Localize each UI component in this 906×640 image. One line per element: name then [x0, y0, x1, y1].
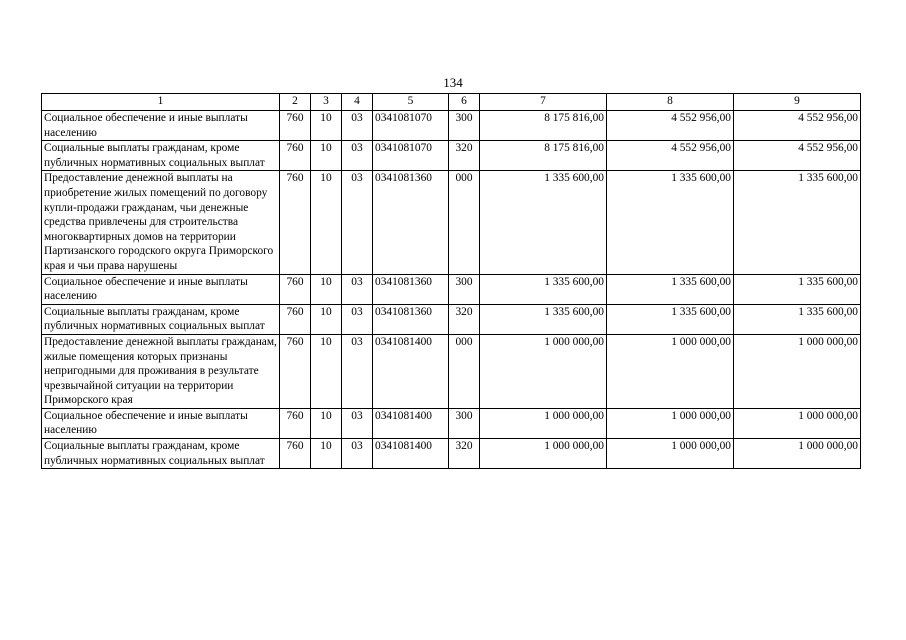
header-cell-6: 6 — [449, 94, 480, 111]
row-value-8: 4 552 956,00 — [607, 111, 734, 141]
row-code-4: 03 — [342, 274, 373, 304]
row-name: Социальные выплаты гражданам, кроме публичных нормативных социальных выплат — [42, 439, 280, 469]
row-name: Социальное обеспечение и иные выплаты населению — [42, 111, 280, 141]
header-cell-9: 9 — [734, 94, 861, 111]
row-code-2: 760 — [280, 171, 311, 274]
row-code-4: 03 — [342, 334, 373, 408]
table-row — [42, 408, 861, 438]
row-value-9: 1 335 600,00 — [734, 274, 861, 304]
row-value-7: 1 335 600,00 — [480, 171, 607, 274]
row-code-6: 320 — [449, 141, 480, 171]
row-value-7: 8 175 816,00 — [480, 141, 607, 171]
row-value-9: 4 552 956,00 — [734, 111, 861, 141]
header-cell-4: 4 — [342, 94, 373, 111]
row-value-9: 1 000 000,00 — [734, 408, 861, 438]
row-name: Социальные выплаты гражданам, кроме публичных нормативных социальных выплат — [42, 141, 280, 171]
row-code-2: 760 — [280, 334, 311, 408]
row-code-3: 10 — [311, 141, 342, 171]
row-name: Социальное обеспечение и иные выплаты населению — [42, 408, 280, 438]
row-code-4: 03 — [342, 111, 373, 141]
row-code-5: 0341081360 — [373, 274, 449, 304]
row-value-9: 1 335 600,00 — [734, 171, 861, 274]
row-code-2: 760 — [280, 439, 311, 469]
row-name: Предоставление денежной выплаты гражданам, жилые помещения которых признаны непригодными для проживания в результате чрезвычайной ситуации на территории Приморского края — [42, 334, 280, 408]
header-row — [42, 94, 861, 111]
row-value-7: 1 000 000,00 — [480, 334, 607, 408]
header-cell-8: 8 — [607, 94, 734, 111]
row-code-3: 10 — [311, 111, 342, 141]
row-code-3: 10 — [311, 334, 342, 408]
table-row — [42, 141, 861, 171]
row-value-7: 1 335 600,00 — [480, 304, 607, 334]
row-code-6: 000 — [449, 171, 480, 274]
header-cell-2: 2 — [280, 94, 311, 111]
row-value-9: 1 000 000,00 — [734, 439, 861, 469]
row-value-8: 4 552 956,00 — [607, 141, 734, 171]
header-cell-1: 1 — [42, 94, 280, 111]
row-code-6: 300 — [449, 274, 480, 304]
row-code-3: 10 — [311, 274, 342, 304]
row-code-2: 760 — [280, 304, 311, 334]
row-value-8: 1 335 600,00 — [607, 171, 734, 274]
row-code-5: 0341081070 — [373, 141, 449, 171]
row-code-5: 0341081360 — [373, 171, 449, 274]
row-value-7: 1 000 000,00 — [480, 408, 607, 438]
table-row — [42, 334, 861, 408]
table-row — [42, 171, 861, 274]
row-value-7: 8 175 816,00 — [480, 111, 607, 141]
row-code-4: 03 — [342, 171, 373, 274]
row-code-4: 03 — [342, 304, 373, 334]
row-code-5: 0341081400 — [373, 439, 449, 469]
header-cell-7: 7 — [480, 94, 607, 111]
budget-table — [41, 93, 861, 469]
row-value-9: 1 335 600,00 — [734, 304, 861, 334]
row-code-2: 760 — [280, 408, 311, 438]
row-code-5: 0341081400 — [373, 408, 449, 438]
row-code-6: 320 — [449, 439, 480, 469]
row-name: Предоставление денежной выплаты на приобретение жилых помещений по договору купли-продажи гражданам, чьи денежные средства привлечены для строительства многоквартирных домов на территории Партизанского городского округа Приморского края и чьи права нарушены — [42, 171, 280, 274]
row-code-2: 760 — [280, 274, 311, 304]
table-row — [42, 304, 861, 334]
row-value-7: 1 000 000,00 — [480, 439, 607, 469]
row-value-8: 1 000 000,00 — [607, 439, 734, 469]
page-number: 134 — [443, 75, 463, 90]
row-code-4: 03 — [342, 408, 373, 438]
row-value-8: 1 000 000,00 — [607, 408, 734, 438]
row-value-9: 4 552 956,00 — [734, 141, 861, 171]
row-name: Социальное обеспечение и иные выплаты населению — [42, 274, 280, 304]
row-code-3: 10 — [311, 171, 342, 274]
row-code-2: 760 — [280, 141, 311, 171]
row-code-3: 10 — [311, 304, 342, 334]
row-code-2: 760 — [280, 111, 311, 141]
row-value-9: 1 000 000,00 — [734, 334, 861, 408]
row-code-6: 300 — [449, 408, 480, 438]
row-code-5: 0341081360 — [373, 304, 449, 334]
row-code-5: 0341081400 — [373, 334, 449, 408]
row-code-4: 03 — [342, 439, 373, 469]
table-row — [42, 274, 861, 304]
row-value-7: 1 335 600,00 — [480, 274, 607, 304]
header-cell-3: 3 — [311, 94, 342, 111]
row-value-8: 1 000 000,00 — [607, 334, 734, 408]
table-row — [42, 439, 861, 469]
row-code-6: 000 — [449, 334, 480, 408]
row-code-3: 10 — [311, 408, 342, 438]
row-value-8: 1 335 600,00 — [607, 274, 734, 304]
row-name: Социальные выплаты гражданам, кроме публичных нормативных социальных выплат — [42, 304, 280, 334]
table-row — [42, 111, 861, 141]
row-code-3: 10 — [311, 439, 342, 469]
header-cell-5: 5 — [373, 94, 449, 111]
row-value-8: 1 335 600,00 — [607, 304, 734, 334]
row-code-5: 0341081070 — [373, 111, 449, 141]
row-code-6: 320 — [449, 304, 480, 334]
row-code-4: 03 — [342, 141, 373, 171]
row-code-6: 300 — [449, 111, 480, 141]
